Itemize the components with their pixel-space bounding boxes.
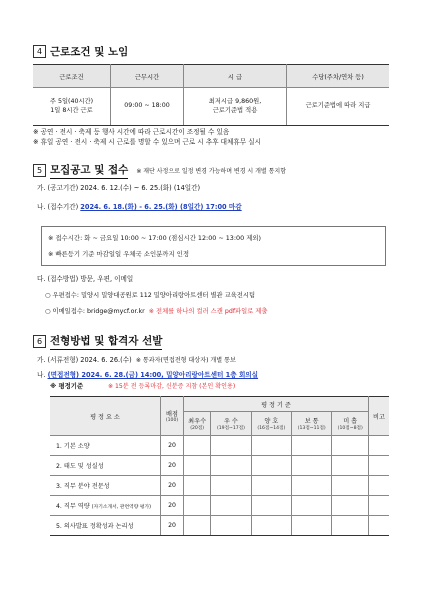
eval-item: 2. 태도 및 성실성 bbox=[50, 456, 161, 476]
eval-item: 3. 직무 분야 전문성 bbox=[50, 476, 161, 496]
grade-excellent: 최우수 (20점) bbox=[184, 412, 211, 436]
header-allowance: 수당(주차/연차 등) bbox=[287, 65, 390, 88]
eval-header-weight-sub: (100) bbox=[165, 418, 179, 423]
header-conditions: 근로조건 bbox=[33, 65, 111, 88]
section-5-title bbox=[33, 162, 286, 179]
section-5-note: ※ 재단 사정으로 일정 변경 가능하며 변경 시 개별 통지함 bbox=[136, 168, 287, 175]
reception-hours: ※ 접수시간: 화 ~ 금요일 10:00 ~ 17:00 (점심시간 12:00 ~ 13:00 제외) bbox=[48, 234, 262, 242]
eval-weight: 20 bbox=[161, 476, 184, 496]
interview bbox=[37, 369, 258, 379]
header-hours: 근무시간 bbox=[111, 65, 184, 88]
document-screening-date: 가. (서류전형) 2024. 6. 26.(수) bbox=[37, 356, 132, 364]
grade-average: 보 통 (13점~11점) bbox=[292, 412, 332, 436]
eval-header-weight bbox=[161, 397, 184, 436]
cond-line2: 1일 8시간 근로 bbox=[50, 106, 93, 114]
eval-weight: 20 bbox=[161, 496, 184, 516]
email-note: ※ 전체를 하나의 컬러 스캔 pdf파일로 제출 bbox=[148, 308, 268, 315]
eval-item: 5. 의사발표 정확성과 논리성 bbox=[50, 516, 161, 536]
interview-label: 나. bbox=[37, 371, 48, 379]
interview-value: (면접전형) 2024. 6. 28.(금) 14:00, 밀양아리랑아트센터 1층 회의실 bbox=[47, 371, 259, 379]
wage-line2: 근로기준법 적용 bbox=[212, 106, 258, 114]
section-6-heading: 전형방법 및 합격자 선발 bbox=[50, 333, 162, 350]
application-method: 다. (접수방법) 방문, 우편, 이메일 bbox=[37, 275, 134, 283]
cond-line1: 주 5일(40시간) bbox=[49, 98, 94, 105]
grade-fair: 양 호 (16점~14점) bbox=[251, 412, 291, 436]
eval-header-rating: 평 정 기 준 bbox=[184, 397, 369, 412]
document-screening-note: ※ 통과자(면접전형 대상자) 개별 통보 bbox=[135, 357, 236, 364]
eval-item: 4. 직무 역량 (자기소개서, 관련역량 평가) bbox=[50, 496, 161, 516]
email-address: ○ 이메일접수: bridge@mycf.or.kr bbox=[45, 308, 145, 315]
section-4-note-1: ※ 공연 · 전시 · 축제 등 행사 시간에 따라 근로시간이 조정될 수 있음 bbox=[33, 128, 230, 136]
criteria-title: ※ 평정기준 bbox=[50, 382, 84, 390]
table-row bbox=[50, 476, 389, 496]
section-4-number: 4 bbox=[33, 45, 46, 58]
application-period bbox=[37, 201, 242, 211]
section-5-heading: 모집공고 및 접수 bbox=[50, 162, 128, 179]
eval-header-weight-label: 배점 bbox=[166, 411, 178, 418]
section-5-number: 5 bbox=[33, 164, 46, 177]
working-conditions-table bbox=[33, 64, 389, 126]
mail-application: ○ 우편접수: 밀양시 밀양대공원로 112 밀양아리랑아트센터 별관 교육전시팀 bbox=[45, 292, 256, 299]
eval-header-note: 비고 bbox=[369, 397, 390, 436]
interview-note: ※ 15분 전 등록마감, 신분증 지참 (본인 확인용) bbox=[108, 383, 236, 390]
registered-mail-note: ※ 빠른등기 기준 마감일일 우체국 소인분까지 인정 bbox=[48, 250, 190, 258]
cell-wage bbox=[184, 88, 287, 126]
cell-allowance: 근로기준법에 따라 지급 bbox=[287, 88, 390, 126]
eval-item: 1. 기본 소양 bbox=[50, 436, 161, 456]
notice-period: 가. (공고기간) 2024. 6. 12.(수) ~ 6. 25.(화) (14일간) bbox=[37, 184, 201, 192]
section-4-title bbox=[33, 44, 128, 59]
application-period-label: 나. (접수기간) bbox=[37, 203, 81, 211]
eval-weight: 20 bbox=[161, 436, 184, 456]
header-wage: 시 급 bbox=[184, 65, 287, 88]
section-6-title bbox=[33, 333, 162, 350]
eval-header-item: 평 정 요 소 bbox=[50, 397, 161, 436]
table-row bbox=[50, 496, 389, 516]
table-row bbox=[50, 516, 389, 536]
eval-weight: 20 bbox=[161, 456, 184, 476]
wage-line1: 최저시급 9,860원, bbox=[208, 98, 262, 105]
application-period-value: 2024. 6. 18.(화) - 6. 25.(화) (8일간) 17:00 마감 bbox=[80, 203, 242, 211]
table-row bbox=[50, 456, 389, 476]
table-row bbox=[50, 436, 389, 456]
reception-note-box bbox=[41, 226, 386, 266]
email-application bbox=[45, 306, 267, 315]
section-4-note-2: ※ 휴일 공연 · 전시 · 축제 시 근로를 명할 수 있으며 근로 시 추후 대체휴무 실시 bbox=[33, 138, 261, 146]
grade-good: 우 수 (19점~17점) bbox=[211, 412, 251, 436]
grade-poor: 미 흡 (10점~8점) bbox=[332, 412, 369, 436]
document-screening bbox=[37, 354, 236, 364]
evaluation-table bbox=[50, 396, 389, 536]
eval-weight: 20 bbox=[161, 516, 184, 536]
section-6-number: 6 bbox=[33, 335, 46, 348]
section-4-heading: 근로조건 및 노임 bbox=[50, 46, 129, 58]
cell-hours: 09:00 ~ 18:00 bbox=[111, 88, 184, 126]
cell-conditions bbox=[33, 88, 111, 126]
